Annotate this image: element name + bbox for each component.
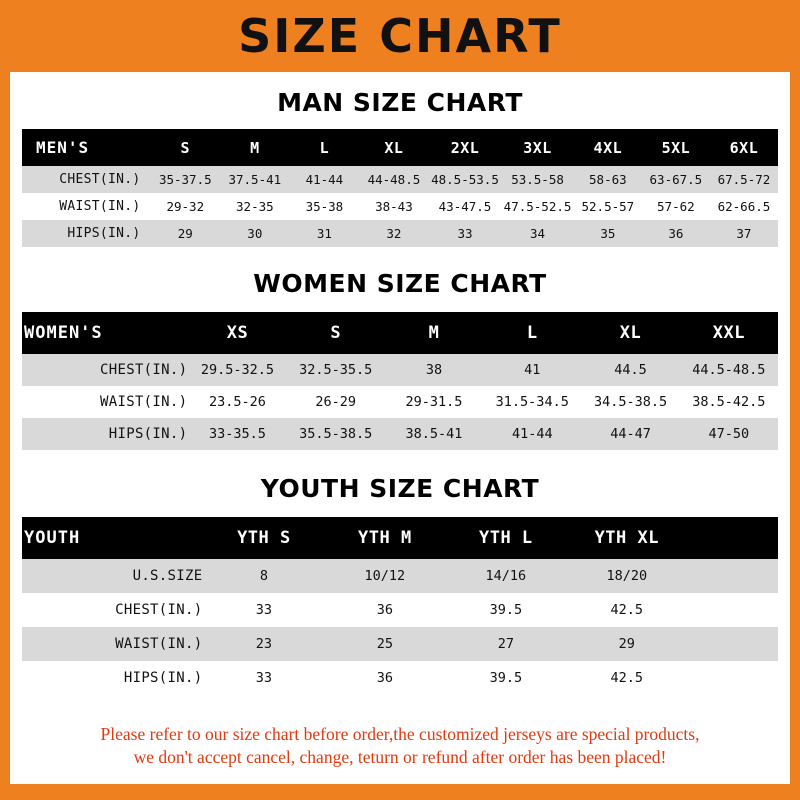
table-header-row: [22, 129, 778, 166]
cell: 43-47.5: [438, 199, 492, 214]
table-row: [22, 559, 778, 593]
col-header: 3XL: [523, 138, 552, 157]
row-label: HIPS(IN.): [67, 226, 141, 241]
cell: 44-48.5: [367, 172, 421, 187]
row-label: U.S.SIZE: [132, 568, 203, 584]
cell: 38.5-42.5: [692, 394, 766, 410]
cell: 42.5: [610, 670, 644, 686]
cell: 44.5-48.5: [692, 362, 766, 378]
col-header: 5XL: [661, 138, 691, 157]
cell: 14/16: [485, 568, 527, 584]
row-label: CHEST(IN.): [100, 362, 188, 378]
cell-spacer: [687, 559, 778, 593]
table-header-row: [22, 312, 778, 354]
cell: 32.5-35.5: [299, 362, 373, 378]
row-label: WAIST(IN.): [115, 636, 203, 652]
cell: 35.5-38.5: [299, 426, 373, 442]
col-header: XL: [619, 323, 642, 343]
col-header: L: [526, 323, 538, 343]
cell: 37.5-41: [228, 172, 282, 187]
cell: 47-50: [708, 426, 750, 442]
col-header: YTH M: [358, 528, 412, 548]
cell: 58-63: [589, 172, 627, 187]
cell: 52.5-57: [581, 199, 635, 214]
cell: 35-37.5: [158, 172, 212, 187]
cell: 38: [425, 362, 443, 378]
cell: 32: [386, 226, 402, 241]
cell: 35: [600, 226, 616, 241]
cell: 23.5-26: [209, 394, 266, 410]
cell: 39.5: [489, 670, 523, 686]
section-youth: [22, 450, 778, 695]
row-label: CHEST(IN.): [59, 172, 141, 187]
cell: 44.5: [614, 362, 647, 378]
banner: [0, 0, 800, 72]
cell-spacer: [687, 593, 778, 627]
table-row: [22, 166, 778, 193]
col-header: XXL: [712, 323, 745, 343]
cell: 38-43: [375, 199, 413, 214]
col-header: 6XL: [729, 138, 759, 157]
cell: 53.5-58: [511, 172, 564, 187]
cell: 36: [376, 602, 393, 618]
cell-spacer: [687, 627, 778, 661]
cell: 44-47: [610, 426, 651, 442]
cell: 57-62: [657, 199, 695, 214]
col-header: S: [180, 138, 191, 157]
bottom-accent-bar: [0, 784, 800, 800]
table-row: [22, 386, 778, 418]
col-header: XL: [384, 138, 404, 157]
row-label: HIPS(IN.): [108, 426, 188, 442]
cell: 67.5-72: [717, 172, 771, 187]
cell: 25: [376, 636, 393, 652]
cell: 36: [668, 226, 684, 241]
cell: 39.5: [489, 602, 523, 618]
footer-line-1: Please refer to our size chart before order,the customized jerseys are special products,: [100, 723, 700, 744]
women-size-table: [22, 312, 778, 450]
row-label: CHEST(IN.): [115, 602, 203, 618]
youth-size-table: [22, 517, 778, 695]
table-row: [22, 661, 778, 695]
footer-note: [22, 713, 778, 784]
cell: 41-44: [511, 426, 553, 442]
cell: 8: [259, 568, 268, 584]
cell: 41-44: [305, 172, 344, 187]
table-header-row: [22, 517, 778, 559]
col-header: M: [428, 323, 440, 343]
row-label: WAIST(IN.): [100, 394, 188, 410]
cell: 27: [497, 636, 514, 652]
cell: 41: [524, 362, 541, 378]
section-title-man: MAN SIZE CHART: [277, 88, 523, 117]
cell: 62-66.5: [717, 199, 771, 214]
col-header: S: [330, 323, 342, 343]
cell: 36: [376, 670, 393, 686]
cell: 29: [618, 636, 635, 652]
section-man: [22, 72, 778, 247]
cell: 47.5-52.5: [503, 199, 572, 214]
col-header: YTH L: [478, 528, 533, 548]
col-header-spacer: [687, 517, 778, 559]
banner-title: SIZE CHART: [238, 9, 562, 63]
col-header: L: [319, 138, 330, 157]
cell: 42.5: [610, 602, 644, 618]
man-size-table: [22, 129, 778, 247]
cell: 34: [530, 226, 546, 241]
table-row: [22, 354, 778, 386]
cell: 29: [177, 226, 193, 241]
cell: 30: [247, 226, 263, 241]
cell: 18/20: [606, 568, 648, 584]
col-header: WOMEN'S: [24, 323, 103, 343]
cell: 32-35: [236, 199, 274, 214]
col-header: XS: [226, 323, 249, 343]
col-header: MEN'S: [36, 138, 90, 157]
table-row: [22, 627, 778, 661]
cell: 33: [255, 670, 273, 686]
section-title-youth: YOUTH SIZE CHART: [260, 474, 540, 503]
cell: 34.5-38.5: [593, 394, 668, 410]
cell: 33: [457, 226, 473, 241]
row-label: HIPS(IN.): [123, 670, 203, 686]
cell: 33: [255, 602, 273, 618]
cell: 29-32: [166, 199, 205, 214]
cell: 29-31.5: [405, 394, 463, 410]
col-header: M: [250, 138, 260, 157]
col-header: YOUTH: [24, 528, 81, 548]
cell: 38.5-41: [405, 426, 463, 442]
table-row: [22, 418, 778, 450]
section-women: [22, 247, 778, 450]
cell: 31: [316, 226, 332, 241]
cell: 37: [736, 226, 752, 241]
footer-line-2: we don't accept cancel, change, teturn or refund after order has been placed!: [133, 747, 667, 768]
table-row: [22, 593, 778, 627]
cell: 10/12: [364, 568, 406, 584]
col-header: 2XL: [450, 138, 480, 157]
cell: 48.5-53.5: [431, 172, 499, 187]
cell: 35-38: [305, 199, 344, 214]
cell: 63-67.5: [649, 172, 703, 187]
cell: 29.5-32.5: [200, 362, 275, 378]
col-header: 4XL: [593, 138, 623, 157]
col-header: YTH S: [237, 528, 291, 548]
cell: 26-29: [315, 394, 357, 410]
cell-spacer: [687, 661, 778, 695]
cell: 31.5-34.5: [495, 394, 569, 410]
table-row: [22, 193, 778, 220]
row-label: WAIST(IN.): [59, 199, 141, 214]
cell: 33-35.5: [209, 426, 266, 442]
content: [10, 72, 790, 784]
table-row: [22, 220, 778, 247]
section-title-women: WOMEN SIZE CHART: [253, 269, 547, 298]
col-header: YTH XL: [594, 528, 659, 548]
cell: 23: [255, 636, 273, 652]
